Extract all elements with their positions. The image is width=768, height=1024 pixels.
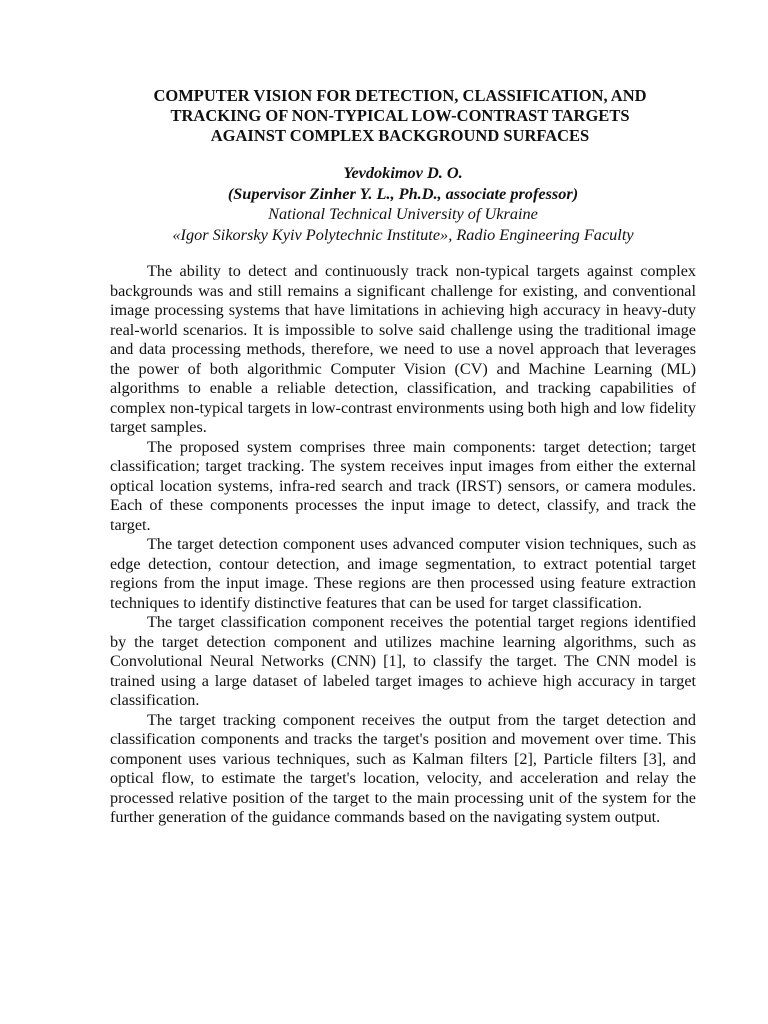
paragraph-target-classification: The target classification component receives the potential target regions identified by the target detection component and utilizes machine learning algorithms, such as Convolutional Neural Networks (CNN) [1], to classify the target. The CNN model is trained using a large dataset of labeled target images to achieve high accuracy in target classification. bbox=[110, 613, 696, 709]
author-block bbox=[110, 163, 696, 245]
paragraph-system-components: The proposed system comprises three main components: target detection; target classification; target tracking. The system receives input images from either the external optical location systems, infra-red search and track (IRST) sensors, or camera modules. Each of these components processes the input image to detect, classify, and track the target. bbox=[110, 437, 696, 534]
paragraph-target-detection: The target detection component uses advanced computer vision techniques, such as edge detection, contour detection, and image segmentation, to extract potential target regions from the input image. These regions are then processed using feature extraction techniques to identify distinctive features that can be used for target classification. bbox=[110, 535, 696, 612]
paper-title bbox=[110, 86, 690, 146]
title-line-2: TRACKING OF NON-TYPICAL LOW-CONTRAST TARGETS bbox=[170, 106, 630, 125]
title-line-1: COMPUTER VISION FOR DETECTION, CLASSIFICATION, AND bbox=[153, 86, 647, 105]
abstract-body bbox=[110, 262, 696, 828]
affiliation-university: National Technical University of Ukraine bbox=[268, 204, 538, 223]
affiliation-faculty: «Igor Sikorsky Kyiv Polytechnic Institute», Radio Engineering Faculty bbox=[172, 224, 634, 244]
paragraph-intro: The ability to detect and continuously track non-typical targets against complex backgrounds was and still remains a significant challenge for existing, and conventional image processing systems that have limitations in achieving high accuracy in heavy-duty real-world scenarios. It is impossible to solve said challenge using the traditional image and data processing methods, therefore, we need to use a novel approach that leverages the power of both algorithmic Computer Vision (CV) and Machine Learning (ML) algorithms to enable a reliable detection, classification, and tracking capabilities of complex non-typical targets in low-contrast environments using both high and low fidelity target samples. bbox=[110, 262, 696, 436]
supervisor-line: (Supervisor Zinher Y. L., Ph.D., associate professor) bbox=[227, 183, 579, 203]
paragraph-target-tracking: The target tracking component receives the output from the target detection and classification components and tracks the target's position and movement over time. This component uses various techniques, such as Kalman filters [2], Particle filters [3], and optical flow, to estimate the target's location, velocity, and acceleration and relay the processed relative position of the target to the main processing unit of the system for the further generation of the guidance commands based on the navigating system output. bbox=[110, 710, 696, 826]
title-line-3: AGAINST COMPLEX BACKGROUND SURFACES bbox=[210, 126, 590, 145]
author-name: Yevdokimov D. O. bbox=[343, 163, 463, 182]
